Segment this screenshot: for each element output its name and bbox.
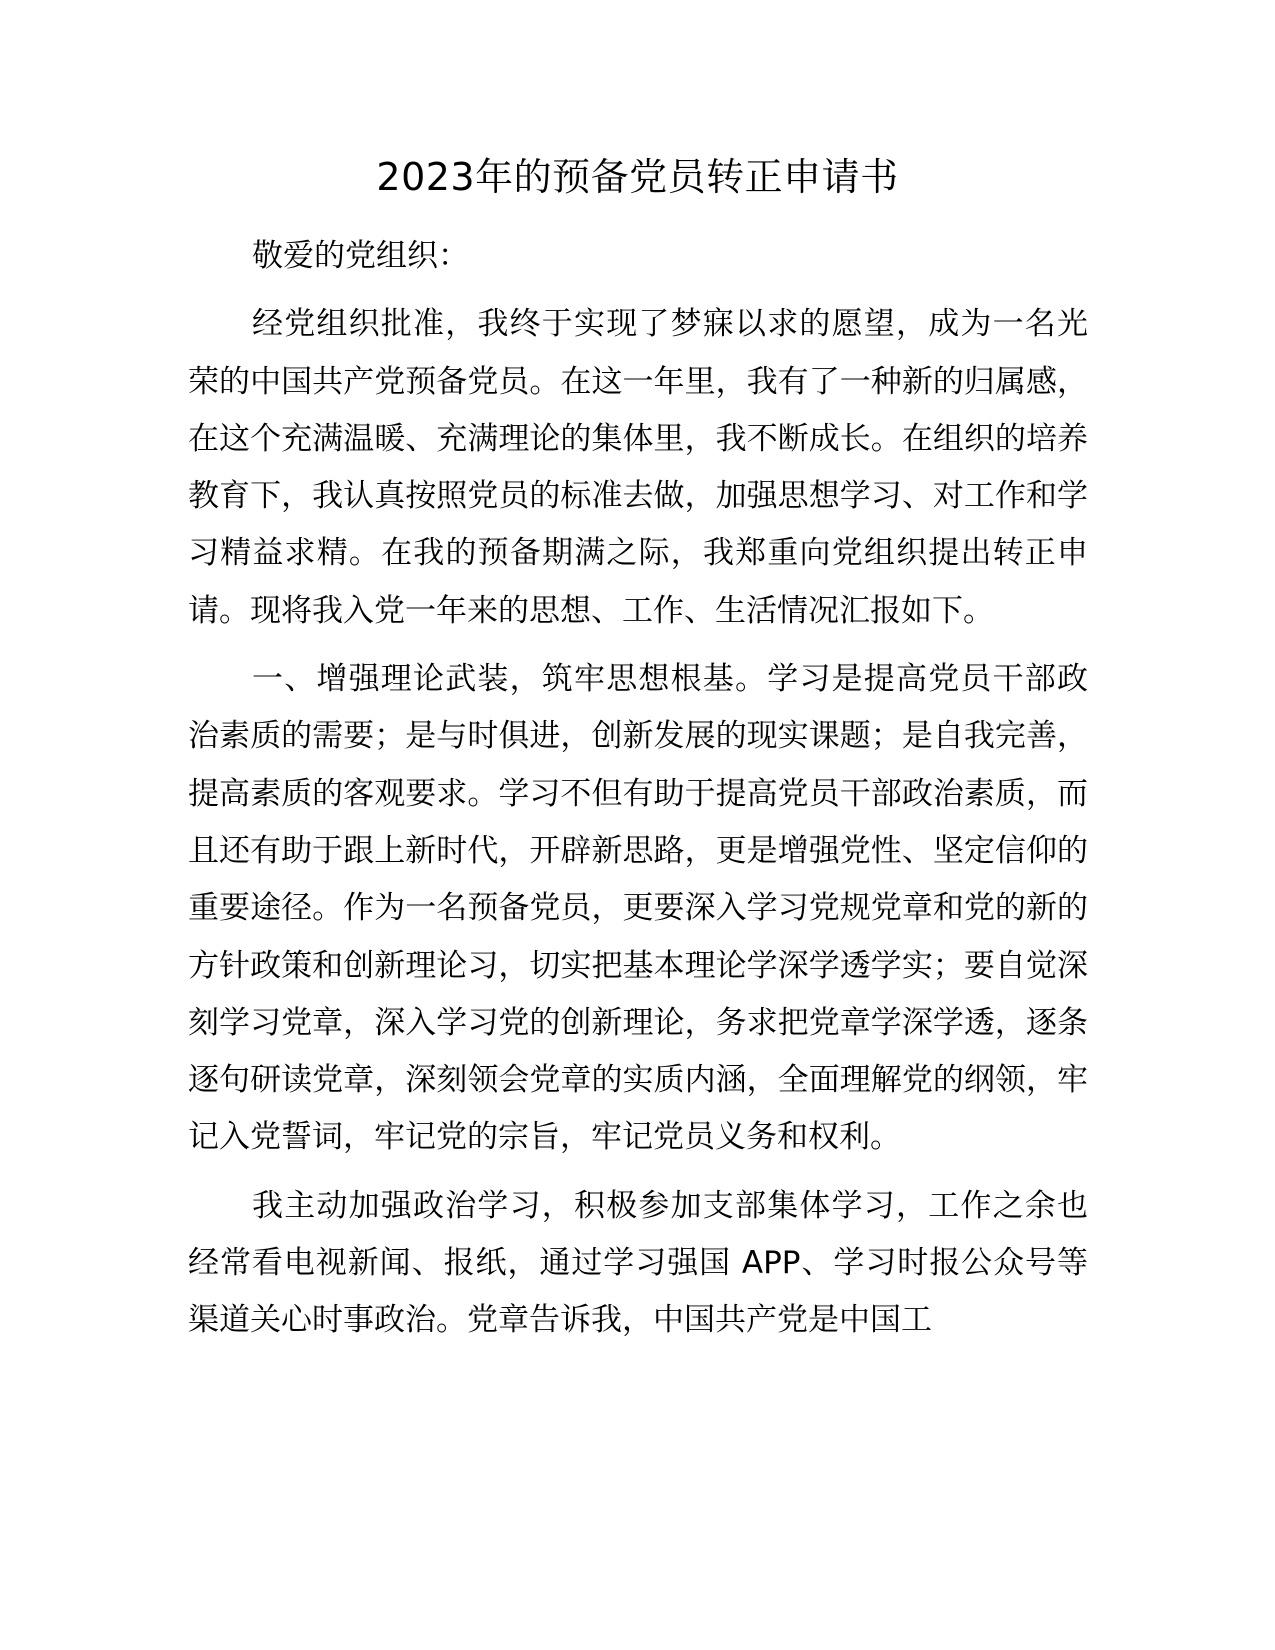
document-body <box>188 228 1088 1350</box>
paragraph-intro: 经党组织批准，我终于实现了梦寐以求的愿望，成为一名光荣的中国共产党预备党员。在这一年里，我有了一种新的归属感，在这个充满温暖、充满理论的集体里，我不断成长。在组织的培养教育下，我认真按照党员的标准去做，加强思想学习、对工作和学习精益求精。在我的预备期满之际，我郑重向党组织提出转正申请。现将我入党一年来的思想、工作、生活情况汇报如下。 <box>188 306 1088 629</box>
paragraph-theory: 一、增强理论武装，筑牢思想根基。学习是提高党员干部政治素质的需要；是与时俱进，创新发展的现实课题；是自我完善，提高素质的客观要求。学习不但有助于提高党员干部政治素质，而且还有助于跟上新时代，开辟新思路，更是增强党性、坚定信仰的重要途径。作为一名预备党员，更要深入学习党规党章和党的新的方针政策和创新理论习，切实把基本理论学深学透学实；要自觉深刻学习党章，深入学习党的创新理论，务求把党章学深学透，逐条逐句研读党章，深刻领会党章的实质内涵，全面理解党的纲领，牢记入党誓词，牢记党的宗旨，牢记党员义务和权利。 <box>188 661 1088 1156</box>
paragraph-study: 我主动加强政治学习，积极参加支部集体学习，工作之余也经常看电视新闻、报纸，通过学习强国 APP、学习时报公众号等渠道关心时事政治。党章告诉我，中国共产党是中国工 <box>188 1187 1088 1339</box>
document-title: 2023年的预备党员转正申请书 <box>376 155 899 199</box>
salutation: 敬爱的党组织： <box>252 238 469 274</box>
